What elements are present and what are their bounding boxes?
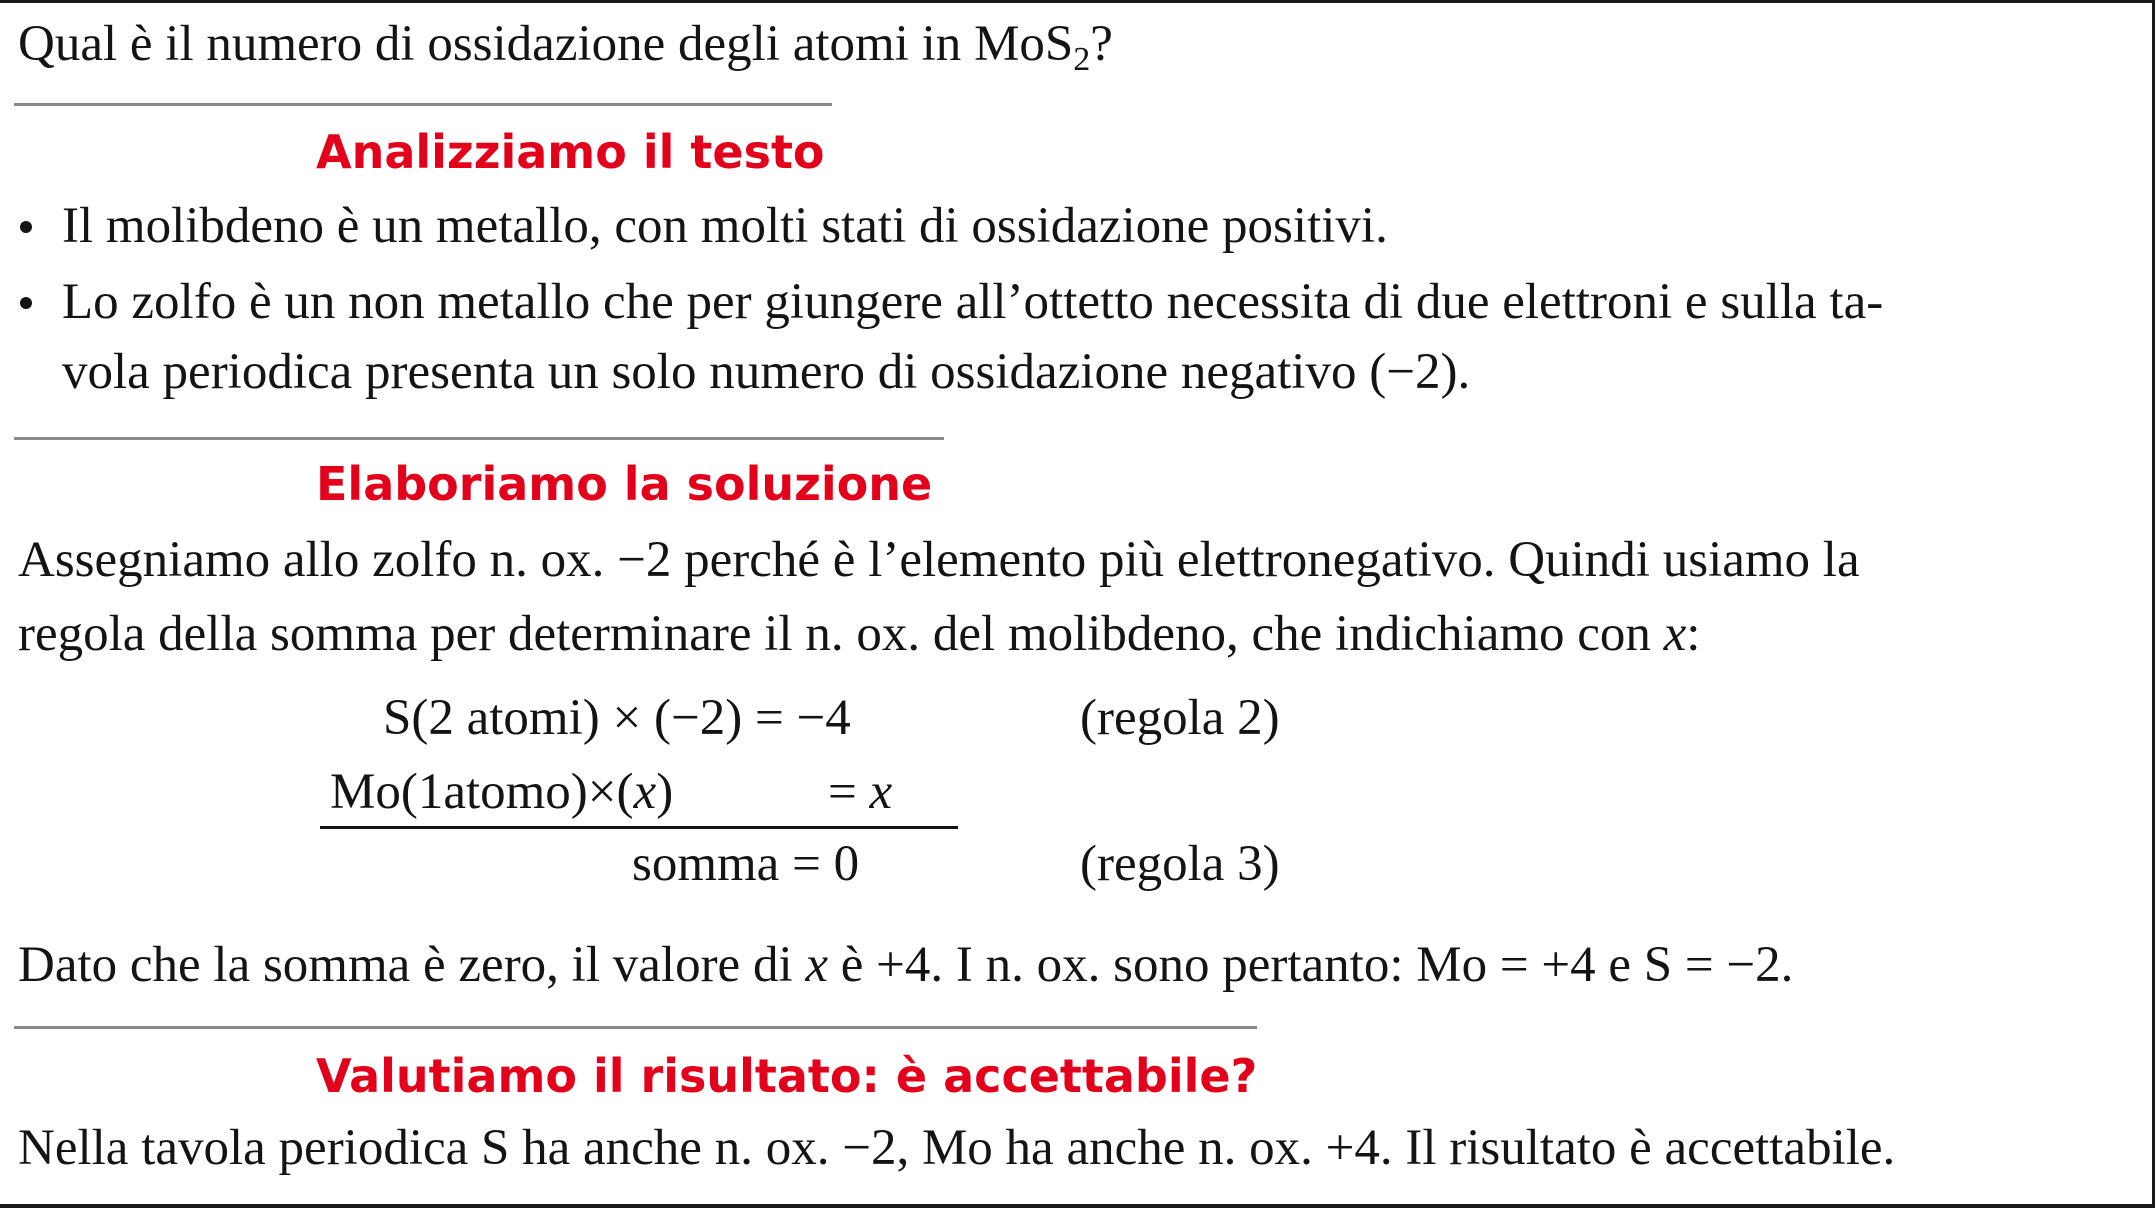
eq-mo-equals: = — [828, 764, 870, 820]
section-divider-valutazione — [14, 1026, 1257, 1029]
intro-line-2-variable: x — [1663, 606, 1687, 662]
heading-valutazione: Valutiamo il risultato: è accettabile? — [316, 1049, 1258, 1103]
heading-soluzione: Elaboriamo la soluzione — [316, 457, 933, 511]
sum-line — [320, 826, 958, 829]
conclusion-part-b: è +4. I n. ox. sono pertanto: Mo = +4 e S = −2. — [828, 937, 1794, 993]
conclusion-part-a: Dato che la somma è zero, il valore di — [18, 937, 806, 993]
question-formula-subscript: 2 — [1073, 41, 1091, 78]
eq-mo-rhs-variable: x — [869, 764, 893, 820]
eq-mo-part-b: ) — [656, 764, 674, 820]
equation-note-rule-2: (regola 2) — [1080, 690, 1280, 746]
intro-line-2-suffix: : — [1686, 606, 1701, 662]
question-prefix: Qual è il numero di ossidazione degli atomi in — [18, 16, 975, 72]
top-border — [0, 0, 2155, 3]
evaluation-text: Nella tavola periodica S ha anche n. ox. −2, Mo ha anche n. ox. +4. Il risultato è accettabile. — [18, 1120, 1896, 1176]
equation-sum: somma = 0 — [632, 836, 860, 892]
bullet-dot-1 — [20, 221, 32, 233]
equation-molybdenum — [330, 762, 673, 822]
bottom-border — [0, 1204, 2155, 1208]
question-formula-base: MoS — [974, 16, 1074, 72]
bullet-text-2-continued: vola periodica presenta un solo numero di ossidazione negativo (−2). — [62, 344, 1471, 400]
question-suffix: ? — [1090, 16, 1113, 72]
bullet-text-2: Lo zolfo è un non metallo che per giungere all’ottetto necessita di due elettroni e sulla ta- — [62, 274, 1884, 330]
section-divider-soluzione — [14, 437, 944, 440]
solution-conclusion — [18, 935, 1793, 995]
equation-note-rule-3: (regola 3) — [1080, 836, 1280, 892]
section-divider-analisi — [14, 103, 832, 106]
heading-analisi: Analizziamo il testo — [316, 125, 825, 179]
equation-molybdenum-rhs — [828, 762, 892, 822]
equation-sulfur: S(2 atomi) × (−2) = −4 — [383, 690, 851, 746]
bullet-dot-2 — [20, 297, 32, 309]
question-title — [18, 14, 1113, 78]
intro-line-2-prefix: regola della somma per determinare il n. ox. del molibdeno, che indichiamo con — [18, 606, 1664, 662]
bullet-text-1: Il molibdeno è un metallo, con molti stati di ossidazione positivi. — [62, 198, 1388, 254]
eq-mo-part-a: Mo(1atomo)×( — [330, 764, 634, 820]
solution-intro-line-1: Assegniamo allo zolfo n. ox. −2 perché è l’elemento più elettronegativo. Quindi usiamo la — [18, 532, 1860, 588]
solution-intro-line-2 — [18, 604, 1700, 664]
conclusion-variable: x — [805, 937, 829, 993]
eq-mo-variable: x — [633, 764, 657, 820]
